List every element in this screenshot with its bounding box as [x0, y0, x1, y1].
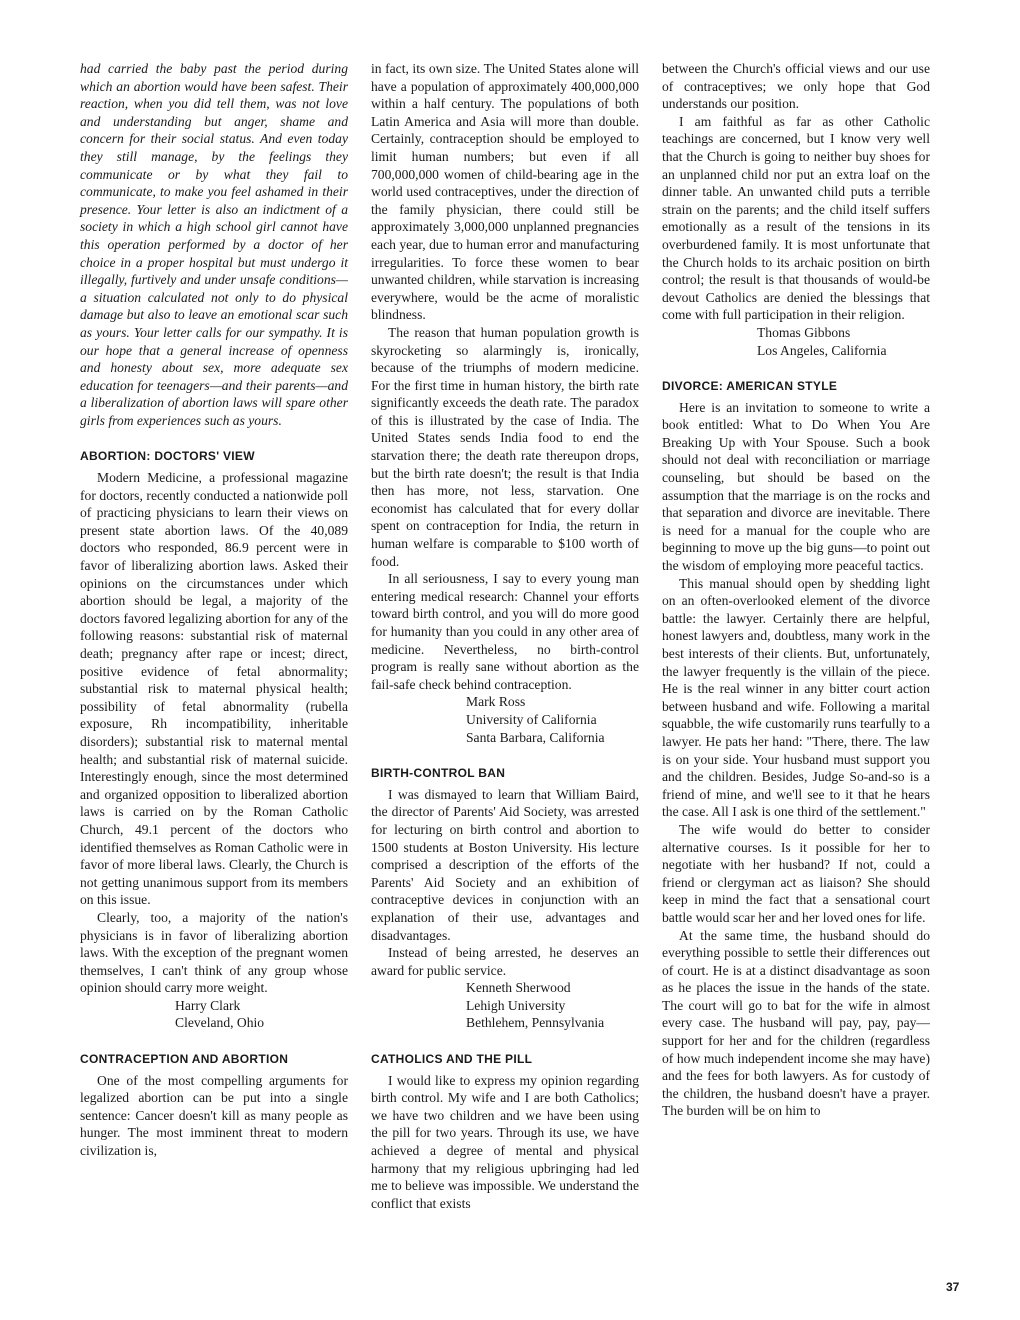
- section-heading: DIVORCE: AMERICAN STYLE: [662, 379, 838, 394]
- paragraph: At the same time, the husband should do everything possible to settle their differences out of court. He is at a distinct disadvantage as soon as he places the issue in the hands of the state. The court will go to bat for the wife in almost every case. The husband will pay, pay, pay—support for her and for the children (regardless of how much independent income she may have) and the fees for both lawyers. As for custody of the children, the husband doesn't have a prayer. The burden will be on him to: [662, 927, 930, 1119]
- letter-signature: [466, 693, 639, 746]
- paragraph: Instead of being arrested, he deserves an award for public service.: [371, 945, 639, 978]
- paragraph: Clearly, too, a majority of the nation's physicians is in favor of liberalizing abortion laws. With the exception of the pregnant women themselves, I can't think of any group whose opinion should carry more weight.: [80, 909, 348, 996]
- page-number: 37: [946, 1280, 960, 1294]
- paragraph-continued: between the Church's official views and our use of contraceptives; we only hope that God understands our position.: [662, 61, 930, 112]
- editor-response: had carried the baby past the period during which an abortion would have been safest. Their reaction, when you did tell them, was not love and understanding but anger, shame and concern for their social status. And even today they still manage, by the feelings they communicate or by what they fail to communicate, to make you feel ashamed in their presence. Your letter is also an indictment of a society in which a high school girl cannot have this operation performed by a doctor of her choice in a proper hospital but must undergo it illegally, furtively and under unsafe conditions—a situation calculated not only to do physical damage but also to leave an emotional scar such as yours. Your letter calls for our sympathy. It is our hope that a general increase of openness and honesty about sex, more adequate sex education for teenagers—and their parents—and a liberalization of abortion laws will spare other girls from experiences such as yours.: [80, 61, 348, 428]
- signature-name: Harry Clark: [175, 997, 241, 1013]
- paragraph: Here is an invitation to someone to write a book entitled: What to Do When You Are Breaking Up with Your Spouse. Such a book should not deal with reconciliation or marriage counseling, but should be based on the assumption that the marriage is on the rocks and that separation and divorce are inevitable. There is need for a manual for the couple who are beginning to move up the big guns—to point out the wisdom of employing more peaceful tactics.: [662, 399, 930, 574]
- text-column-2: [371, 60, 639, 1212]
- paragraph: Modern Medicine, a professional magazine for doctors, recently conducted a nationwide poll of practicing physicians to learn their views on present state abortion laws. Of the 40,089 doctors who responded, 86.9 percent were in favor of liberalizing abortion laws. Asked their opinions on the circumstances under which abortion should be legal, a majority of the doctors favored legalizing abortion for any of the following reasons: substantial risk of maternal death; pregnancy after rape or incest; direct, positive evidence of fetal abnormality; substantial risk to maternal physical health; possibility of fetal abnormality (rubella exposure, Rh incompatibility, inheritable disorders); substantial risk to maternal mental health; and substantial risk of maternal suicide. Interestingly enough, since the most determined and organized opposition to liberalized abortion laws is carried on by the Roman Catholic Church, 49.1 percent of the doctors who identified themselves as Roman Catholic were in favor of more liberal laws. Clearly, the Church is not getting unanimous support from its members on this issue.: [80, 470, 348, 908]
- text-column-3: [662, 60, 930, 1120]
- signature-location: Los Angeles, California: [757, 342, 887, 358]
- letter-signature: [466, 979, 639, 1032]
- signature-name: Thomas Gibbons: [757, 324, 851, 340]
- paragraph: I would like to express my opinion regarding birth control. My wife and I are both Catholics; we have two children and we have been using the pill for two years. Through its use, we have achieved a degree of mental and physical harmony that my religious upbringing had led me to believe was impossible. We understand the conflict that exists: [371, 1072, 639, 1211]
- signature-location: Lehigh University: [466, 997, 566, 1013]
- section-heading: BIRTH-CONTROL BAN: [371, 766, 506, 781]
- paragraph: One of the most compelling arguments for legalized abortion can be put into a single sentence: Cancer doesn't kill as many people as hunger. The most imminent threat to modern civilization is,: [80, 1072, 348, 1159]
- paragraph: This manual should open by shedding light on an often-overlooked element of the divorce battle: the lawyer. Certainly there are helpful, honest lawyers and, doubtless, many work in the best interests of their clients. But, unfortunately, the lawyer frequently is the villain of the piece. He is the real winner in any bitter court action between husband and wife. Following a marital squabble, the wife customarily runs tearfully to a lawyer. He pats her hand: "There, there. The law is on your side. Your husband must support you and the children. Besides, Judge So-and-so is a friend of mine, and we'll see to it that he hears the case. All I ask is one third of the settlement.": [662, 575, 930, 820]
- signature-location: Cleveland, Ohio: [175, 1015, 265, 1031]
- letter-signature: [175, 997, 348, 1032]
- section-heading: CATHOLICS AND THE PILL: [371, 1052, 533, 1067]
- paragraph: In all seriousness, I say to every young man entering medical research: Channel your efforts toward birth control, and you will do more good for humanity than you could in any other area of medicine. Nevertheless, no birth-control program is really sane without abortion as the fail-safe check behind contraception.: [371, 571, 639, 692]
- signature-location: Santa Barbara, California: [466, 729, 605, 745]
- paragraph: I was dismayed to learn that William Baird, the director of Parents' Aid Society, was arrested for lecturing on birth control and abortion to 1500 students at Boston University. His lecture comprised a description of the efforts of the Parents' Aid Society and an exhibition of contraceptive devices in conjunction with an explanation of their use, advantages and disadvantages.: [371, 786, 639, 943]
- paragraph: The wife would do better to consider alternative courses. Is it possible for her to negotiate with her husband? If not, could a friend or clergyman act as liaison? She should keep in mind the fact that a sensational court battle would scar her and her loved ones for life.: [662, 821, 930, 925]
- signature-name: Kenneth Sherwood: [466, 980, 571, 996]
- signature-name: Mark Ross: [466, 694, 526, 710]
- section-heading: CONTRACEPTION AND ABORTION: [80, 1052, 289, 1067]
- paragraph: The reason that human population growth is skyrocketing so alarmingly is, ironically, because of the triumphs of modern medicine. For the first time in human history, the birth rate significantly exceeds the death rate. The paradox of this is illustrated by the case of India. The United States sends India food to end the starvation there; the death rate thereupon drops, but the birth rate doesn't; the result is that India then has more, not less, starvation. One economist has calculated that for every dollar spent on contraception for India, the return in human welfare is comparable to $100 worth of food.: [371, 324, 639, 569]
- paragraph-continued: in fact, its own size. The United States alone will have a population of approximately 400,000,000 within a half century. The populations of both Latin America and Asia will more than double. Certainly, contraception should be employed to limit human numbers; but even if all 700,000,000 women of child-bearing age in the world used contraceptives, under the direction of the family physician, there could still be approximately 3,000,000 unplanned pregnancies each year, due to human error and manufacturing irregularities. To force these women to bear unwanted children, while starvation is increasing everywhere, would be the acme of moralistic blindness.: [371, 61, 639, 323]
- signature-location: University of California: [466, 711, 597, 727]
- paragraph: I am faithful as far as other Catholic teachings are concerned, but I know very well that the Church is going to neither buy shoes for an unplanned child nor put an extra loaf on the dinner table. An unwanted child puts a terrible strain on the parents; and the child itself suffers emotionally as a result of the tensions in its overburdened family. It is most unfortunate that the Church holds to its archaic position on birth control; the result is that thousands of would-be devout Catholics are denied the blessings that come with full participation in their religion.: [662, 113, 930, 323]
- letter-signature: [757, 324, 930, 359]
- section-heading: ABORTION: DOCTORS' VIEW: [80, 449, 255, 464]
- text-column-1: [80, 60, 348, 1160]
- signature-location: Bethlehem, Pennsylvania: [466, 1015, 605, 1031]
